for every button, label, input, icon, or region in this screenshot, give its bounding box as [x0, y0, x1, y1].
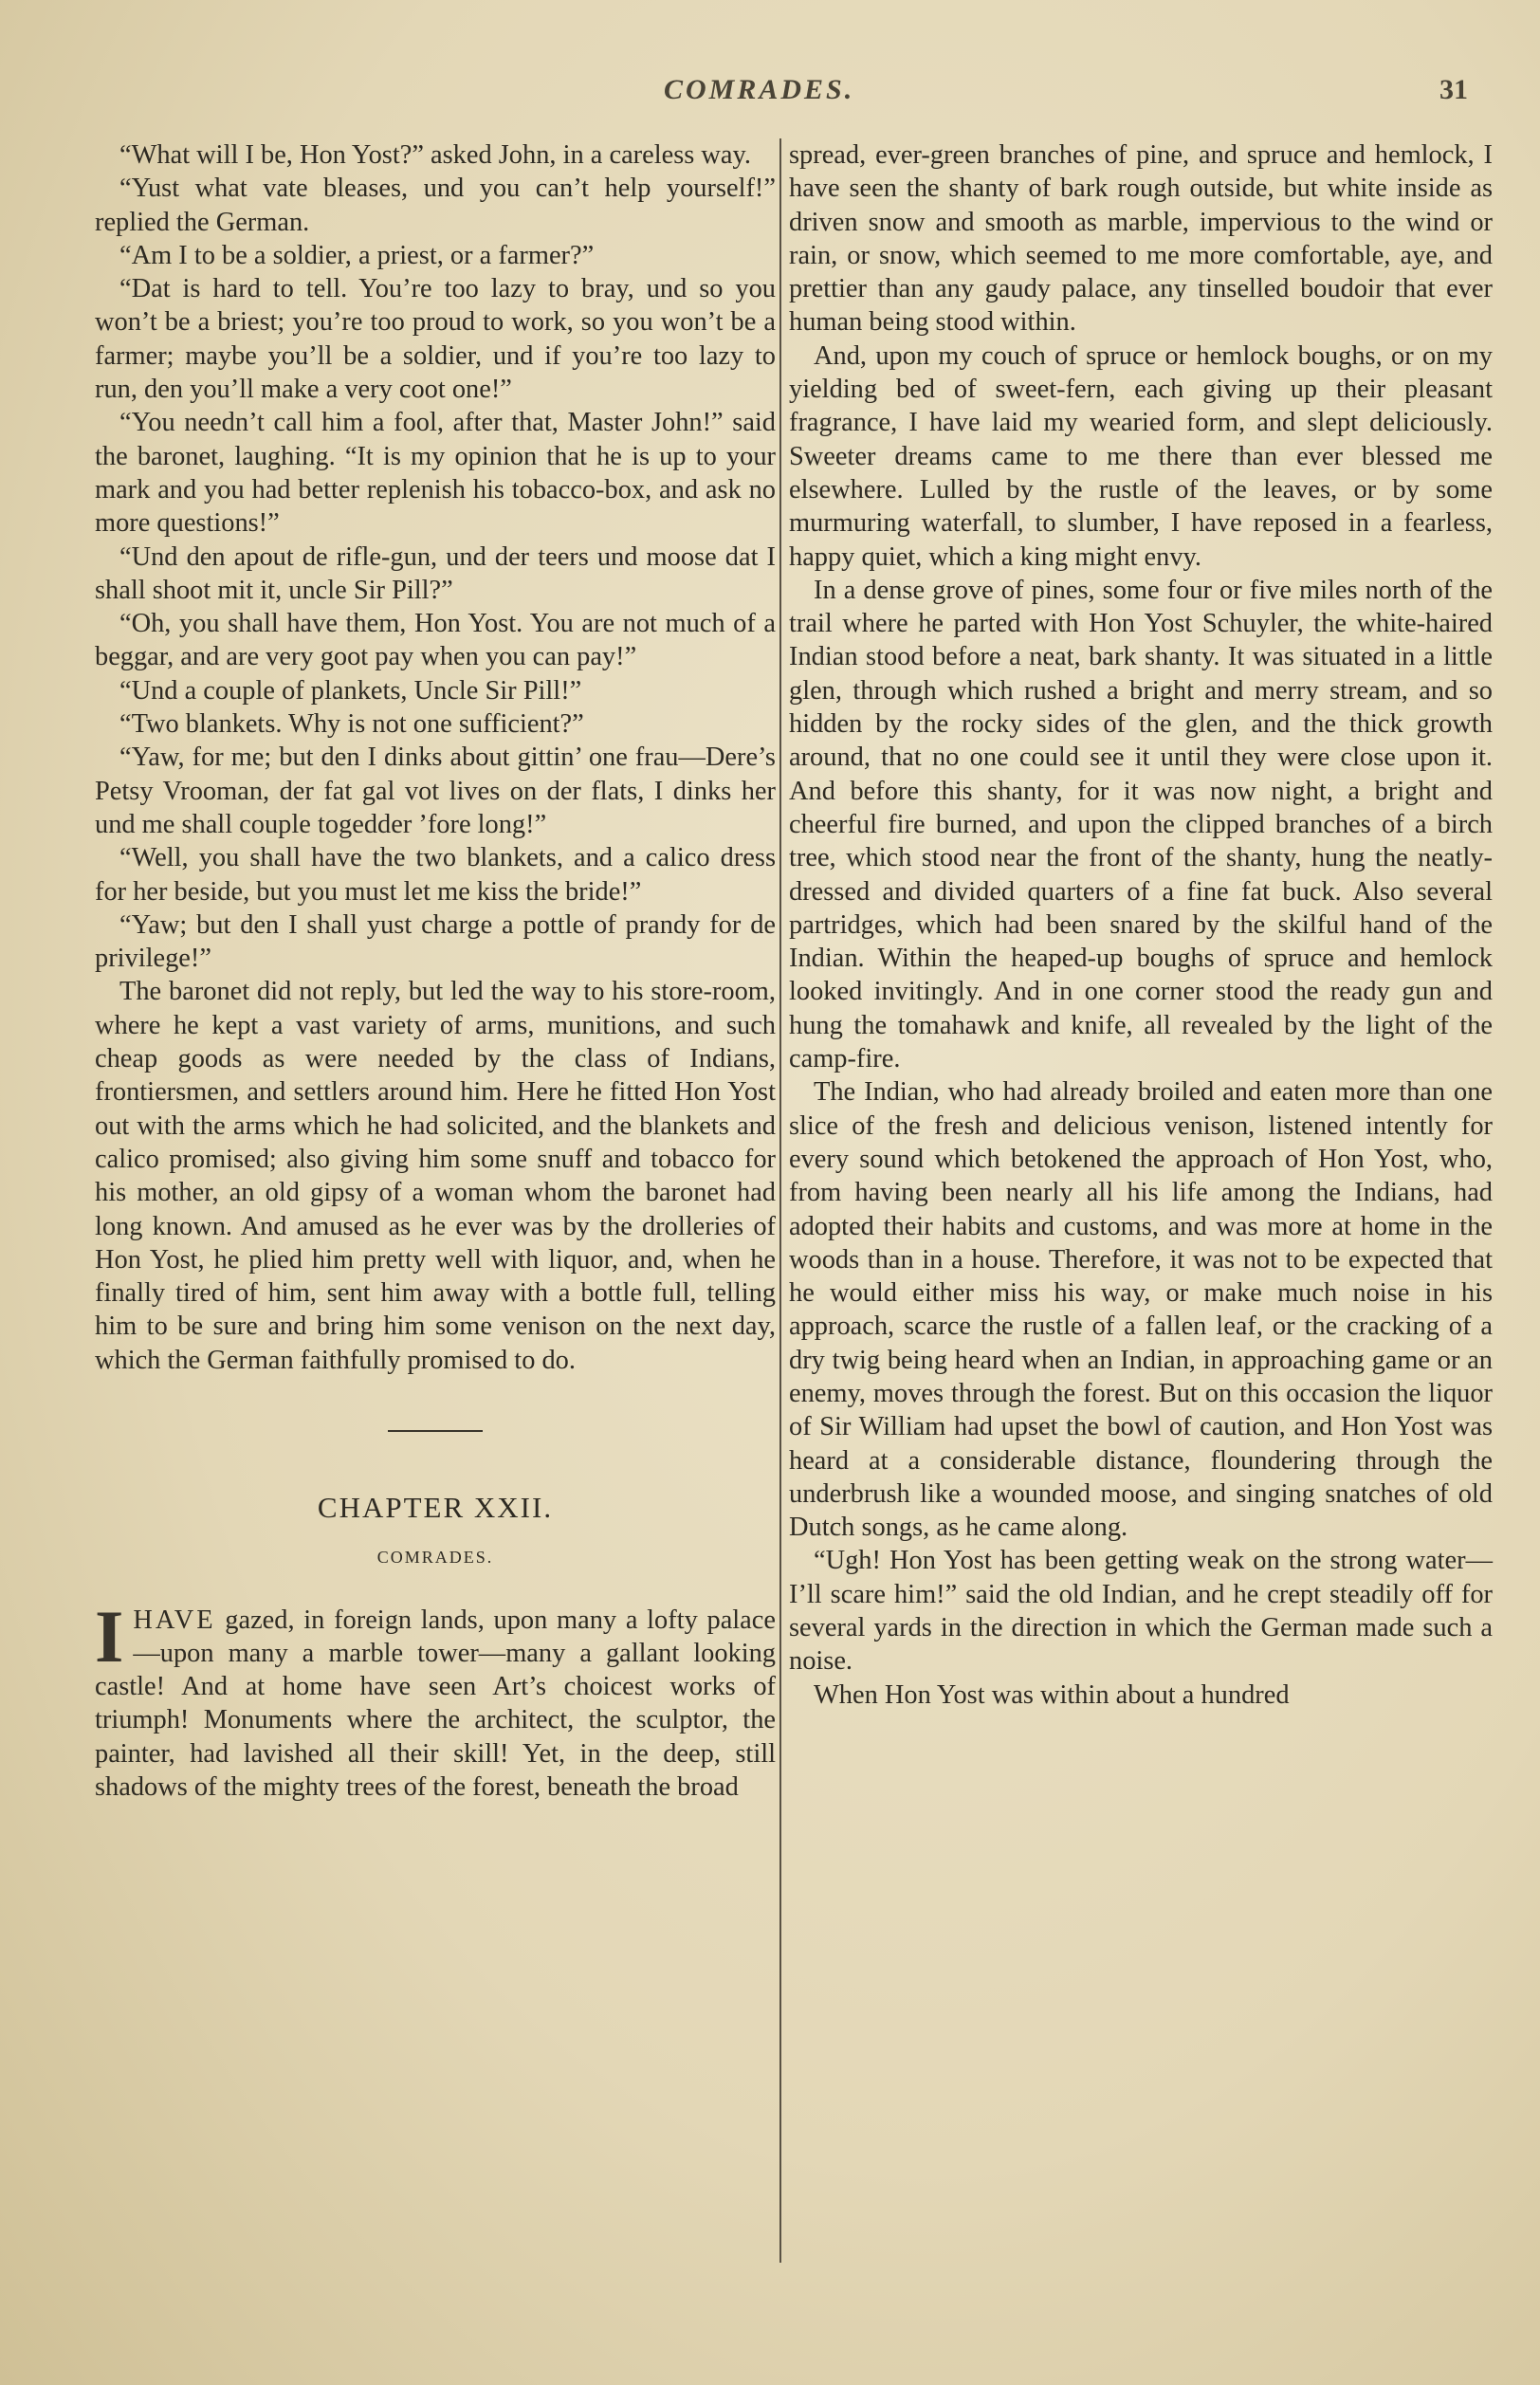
paragraph: And, upon my couch of spruce or hemlock boughs, or on my yielding bed of sweet-fern, each giving up their pleasant fragrance, I have laid my wearied form, and slept deliciously. Sweeter dreams came to me there than ever blessed me elsewhere. Lulled by the rustle of the leaves, or by some murmuring waterfall, to slumber, I have reposed in a fearless, happy quiet, which a king might envy. [789, 340, 1493, 572]
left-column [95, 138, 776, 1804]
paragraph: “Well, you shall have the two blankets, and a calico dress for her beside, but you must let me kiss the bride!” [95, 843, 776, 907]
opening-text: gazed, in foreign lands, upon many a lofty palace—upon many a marble tower—many a gallant looking castle! And at home have seen Art’s choicest works of triumph! Monuments where the architect, the sculptor, the painter, had lavished all their skill! Yet, in the deep, still shadows of the mighty trees of the forest, beneath the broad [95, 1605, 776, 1803]
paragraph: In a dense grove of pines, some four or five miles north of the trail where he parted with Hon Yost Schuyler, the white-haired Indian stood before a neat, bark shanty. It was situated in a little glen, through which rushed a bright and merry stream, and so hidden by the rocky sides of the glen, and the thick growth around, that no one could see it until they were close upon it. And before this shanty, for it was now night, a bright and cheerful fire burned, and upon the clipped branches of a birch tree, which stood near the front of the shanty, hung the neatly-dressed and divided quarters of a fine fat buck. Also several partridges, which had been snared by the skilful hand of the Indian. Within the heaped-up boughs of spruce and hemlock looked invitingly. And in one corner stood the ready gun and hung the tomahawk and knife, all revealed by the light of the camp-fire. [789, 575, 1493, 1074]
paragraph: “Ugh! Hon Yost has been getting weak on the strong water—I’ll scare him!” said the old Indian, and he crept steadily off for several yards in the direction in which the German made such a noise. [789, 1546, 1493, 1677]
paragraph: “Two blankets. Why is not one sufficient?” [119, 709, 584, 740]
chapter-opening-paragraph [95, 1594, 776, 1805]
drop-cap: I [95, 1594, 124, 1678]
paragraph: “You needn’t call him a fool, after that, Master John!” said the baronet, laughing. “It is my opinion that he is up to your mark and you had better replenish his tobacco-box, and ask no more questions!” [95, 408, 776, 539]
opening-first-word: HAVE [133, 1605, 216, 1635]
paragraph: spread, ever-green branches of pine, and spruce and hemlock, I have seen the shanty of bark rough outside, but white inside as driven snow and smooth as marble, impervious to the wind or rain, or snow, which seemed to me more comfortable, aye, and prettier than any gaudy palace, any tinselled boudoir that ever human being stood within. [789, 140, 1493, 338]
paragraph: “Dat is hard to tell. You’re too lazy to bray, und so you won’t be a briest; you’re too proud to work, so you won’t be a farmer; maybe you’ll be a soldier, und if you’re too lazy to run, den you’ll make a very coot one!” [95, 274, 776, 405]
paragraph: “Yust what vate bleases, und you can’t help yourself!” replied the German. [95, 174, 776, 237]
page-number: 31 [1439, 74, 1468, 105]
chapter-title: CHAPTER XXII. [317, 1490, 554, 1524]
right-column [789, 138, 1493, 1712]
paragraph: “Yaw; but den I shall yust charge a pottle of prandy for de privilege!” [95, 909, 776, 974]
paragraph: “Und den apout de rifle-gun, und der teers und moose dat I shall shoot mit it, uncle Sir Pill?” [95, 541, 776, 605]
paragraph: “Oh, you shall have them, Hon Yost. You are not much of a beggar, and are very goot pay when you can pay!” [95, 609, 776, 672]
paragraph: The baronet did not reply, but led the way to his store-room, where he kept a vast variety of arms, munitions, and such cheap goods as were needed by the class of Indians, frontiersmen, and settlers around him. Here he fitted Hon Yost out with the arms which he had solicited, and the blankets and calico promised; also giving him some snuff and tobacco for his mother, an old gipsy of a woman whom the baronet had long known. And amused as he ever was by the drolleries of Hon Yost, he plied him pretty well with liquor, and, when he finally tired of him, sent him away with a bottle full, telling him to be sure and bring him some venison on the next day, which the German faithfully promised to do. [95, 977, 776, 1375]
paragraph: “What will I be, Hon Yost?” asked John, in a careless way. [119, 140, 751, 170]
paragraph: When Hon Yost was within about a hundred [814, 1679, 1290, 1710]
section-divider [388, 1430, 483, 1432]
column-divider [779, 138, 781, 2263]
paragraph: “Und a couple of plankets, Uncle Sir Pill!” [119, 675, 582, 706]
paragraph: “Yaw, for me; but den I dinks about gittin’ one frau—Dere’s Petsy Vrooman, der fat gal vot lives on der flats, I dinks her und me shall couple togedder ’fore long!” [95, 743, 776, 839]
paragraph: The Indian, who had already broiled and eaten more than one slice of the fresh and delicious venison, listened intently for every sound which betokened the approach of Hon Yost, who, from having been nearly all his life among the Indians, had adopted their habits and customs, and was more at home in the woods than in a house. Therefore, it was not to be expected that he would either miss his way, or make much noise in his approach, scarce the rustle of a fallen leaf, or the cracking of a dry twig being heard when an Indian, in approaching game or an enemy, moves through the forest. But on this occasion the liquor of Sir William had upset the bowl of caution, and Hon Yost was heard at a considerable distance, floundering through the underbrush like a wounded moose, and singing snatches of old Dutch songs, as he came along. [789, 1077, 1493, 1543]
running-title: COMRADES. [664, 74, 855, 105]
chapter-subtitle: COMRADES. [376, 1548, 494, 1568]
paragraph: “Am I to be a soldier, a priest, or a farmer?” [119, 240, 595, 270]
running-head [0, 74, 1540, 112]
